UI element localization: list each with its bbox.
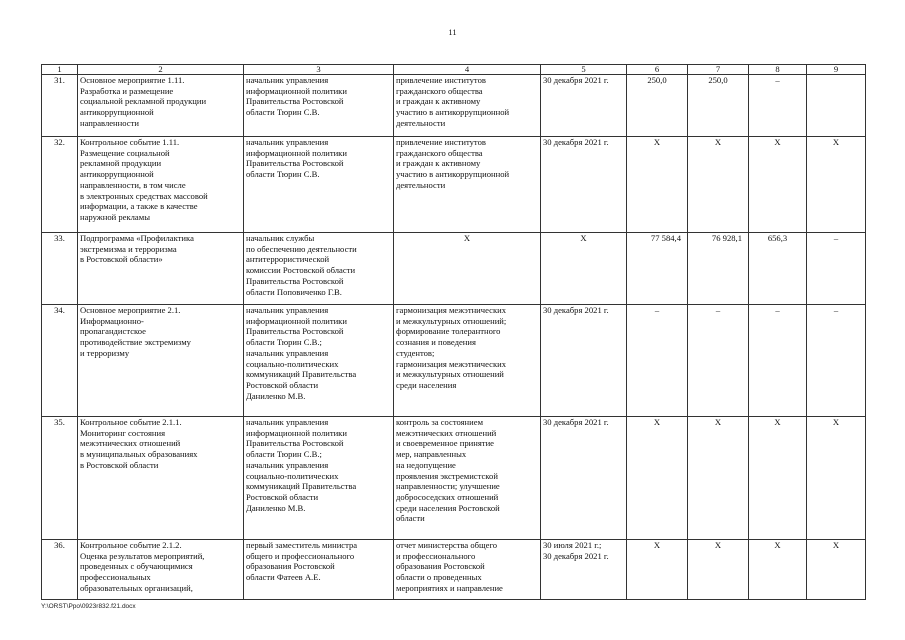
value-cell-9: Х	[807, 137, 866, 233]
header-cell: 9	[807, 65, 866, 75]
value-cell-6: 77 584,4	[627, 233, 688, 305]
event-cell: Основное мероприятие 2.1. Информационно- пропагандистское противодействие экстремизму и терроризму	[78, 305, 244, 417]
result-cell: Х	[394, 233, 541, 305]
result-cell: привлечение институтов гражданского общества и граждан к активному участию в антикоррупционной деятельности	[394, 75, 541, 137]
result-cell: привлечение институтов гражданского общества и граждан к активному участию в антикоррупционной деятельности	[394, 137, 541, 233]
table-row	[42, 233, 866, 305]
value-cell-6: –	[627, 305, 688, 417]
header-cell: 7	[688, 65, 749, 75]
header-cell: 2	[78, 65, 244, 75]
value-cell-9: Х	[807, 417, 866, 540]
value-cell-9	[807, 75, 866, 137]
date-cell: 30 декабря 2021 г.	[541, 417, 627, 540]
row-number: 35.	[42, 417, 78, 540]
value-cell-7: Х	[688, 417, 749, 540]
value-cell-8: –	[749, 75, 807, 137]
file-path-footer: Y:\ORST\Ppo\0923r832.f21.docx	[41, 603, 136, 610]
responsible-cell: начальник управления информационной политики Правительства Ростовской области Тюрин С.В.; начальник управления социально-политических коммуникаций Правительства Ростовской области Даниленко М.В.	[244, 305, 394, 417]
value-cell-9: –	[807, 233, 866, 305]
value-cell-6: Х	[627, 137, 688, 233]
value-cell-9: Х	[807, 540, 866, 600]
result-cell: отчет министерства общего и профессионального образования Ростовской области о проведенных мероприятиях и направление	[394, 540, 541, 600]
value-cell-7: –	[688, 305, 749, 417]
date-cell: 30 декабря 2021 г.	[541, 75, 627, 137]
value-cell-9: –	[807, 305, 866, 417]
value-cell-6: Х	[627, 540, 688, 600]
header-row	[42, 65, 866, 75]
responsible-cell: начальник управления информационной политики Правительства Ростовской области Тюрин С.В.	[244, 137, 394, 233]
date-cell: Х	[541, 233, 627, 305]
responsible-cell: начальник управления информационной политики Правительства Ростовской области Тюрин С.В.; начальник управления социально-политических коммуникаций Правительства Ростовской области Даниленко М.В.	[244, 417, 394, 540]
row-number: 31.	[42, 75, 78, 137]
plan-table	[41, 64, 866, 600]
date-cell: 30 декабря 2021 г.	[541, 137, 627, 233]
responsible-cell: начальник управления информационной политики Правительства Ростовской области Тюрин С.В.	[244, 75, 394, 137]
row-number: 34.	[42, 305, 78, 417]
event-cell: Подпрограмма «Профилактика экстремизма и терроризма в Ростовской области»	[78, 233, 244, 305]
row-number: 32.	[42, 137, 78, 233]
value-cell-8: 656,3	[749, 233, 807, 305]
row-number: 36.	[42, 540, 78, 600]
responsible-cell: начальник службы по обеспечению деятельности антитеррористической комиссии Ростовской области Правительства Ростовской области Поповиченко Г.В.	[244, 233, 394, 305]
header-cell: 3	[244, 65, 394, 75]
value-cell-8: Х	[749, 137, 807, 233]
event-cell: Основное мероприятие 1.11. Разработка и размещение социальной рекламной продукции антикоррупционной направленности	[78, 75, 244, 137]
value-cell-7: 250,0	[688, 75, 749, 137]
value-cell-7: Х	[688, 540, 749, 600]
header-cell: 8	[749, 65, 807, 75]
value-cell-8: Х	[749, 417, 807, 540]
value-cell-8: –	[749, 305, 807, 417]
value-cell-7: Х	[688, 137, 749, 233]
header-cell: 5	[541, 65, 627, 75]
table-row	[42, 305, 866, 417]
header-cell: 4	[394, 65, 541, 75]
result-cell: гармонизация межэтнических и межкультурных отношений; формирование толерантного сознания и поведения студентов; гармонизация межэтнических и межкультурных отношений среди населения	[394, 305, 541, 417]
value-cell-8: Х	[749, 540, 807, 600]
date-cell: 30 декабря 2021 г.	[541, 305, 627, 417]
header-cell: 6	[627, 65, 688, 75]
value-cell-6: 250,0	[627, 75, 688, 137]
date-cell: 30 июля 2021 г.; 30 декабря 2021 г.	[541, 540, 627, 600]
page-number: 11	[448, 27, 457, 37]
table-row	[42, 540, 866, 600]
responsible-cell: первый заместитель министра общего и профессионального образования Ростовской области Фатеев А.Е.	[244, 540, 394, 600]
row-number: 33.	[42, 233, 78, 305]
result-cell: контроль за состоянием межэтнических отношений и своевременное принятие мер, направленных на недопущение проявления экстремистской направленности; улучшение добрососедских отношений среди населения Ростовской области	[394, 417, 541, 540]
event-cell: Контрольное событие 2.1.1. Мониторинг состояния межэтнических отношений в муниципальных образованиях в Ростовской области	[78, 417, 244, 540]
table-row	[42, 137, 866, 233]
event-cell: Контрольное событие 1.11. Размещение социальной рекламной продукции антикоррупционной направленности, в том числе в электронных средствах массовой информации, а также в качестве наружной рекламы	[78, 137, 244, 233]
table-row	[42, 417, 866, 540]
value-cell-6: Х	[627, 417, 688, 540]
event-cell: Контрольное событие 2.1.2. Оценка результатов мероприятий, проведенных с обучающимися профессиональных образовательных организаций,	[78, 540, 244, 600]
header-cell: 1	[42, 65, 78, 75]
table-row	[42, 75, 866, 137]
value-cell-7: 76 928,1	[688, 233, 749, 305]
